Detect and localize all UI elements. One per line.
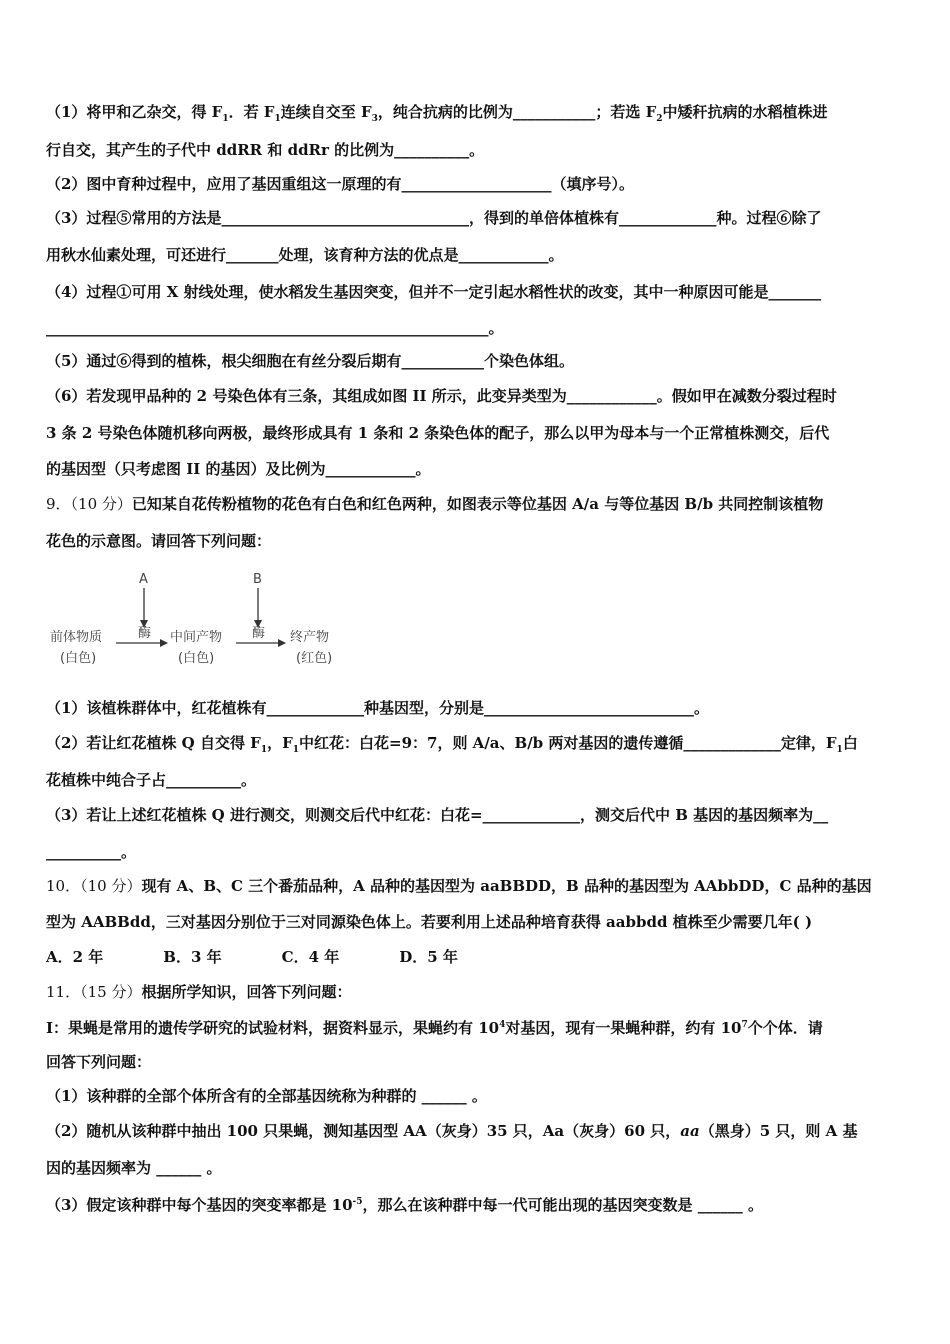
text-line: 的基因型（只考虑图 II 的基因）及比例为____________。 <box>46 460 431 478</box>
text-line: 行自交，其产生的子代中 ddRR 和 ddRr 的比例为__________。 <box>46 141 485 159</box>
text-line: （1）该植株群体中，红花植株有_____________种基因型，分别是____________________________。 <box>46 699 709 717</box>
enzyme-label-1: 酶 <box>138 626 152 641</box>
text-line: 11．（15 分）根据所学知识，回答下列问题： <box>46 983 352 1001</box>
flower-color-pathway-diagram <box>46 568 366 678</box>
text-line: 因的基因频率为 ______ 。 <box>46 1159 222 1177</box>
text-line: （2）图中育种过程中，应用了基因重组这一原理的有____________________（填序号）。 <box>46 175 634 193</box>
arrowhead-right-1 <box>160 639 168 647</box>
intermediate-label: 中间产物 <box>170 630 223 645</box>
text-line: 9．（10 分）已知某自花传粉植物的花色有白色和红色两种，如图表示等位基因 A/a 与等位基因 B/b 共同控制该植物 <box>46 495 824 513</box>
text-line: （1）将甲和乙杂交，得 $F_1$．若 $F_1$连续自交至 $F_3$，纯合抗病的比例为___________；若选 $F_2$中矮秆抗病的水稻植株进 <box>46 103 828 124</box>
text-line: 花植株中纯合子占__________。 <box>46 771 257 789</box>
precursor-label: 前体物质 <box>50 630 103 645</box>
gene-a-label: A <box>139 572 148 587</box>
text-line: （3）若让上述红花植株 Q 进行测交，则测交后代中红花：白花=_____________，测交后代中 B 基因的基因频率为__ <box>46 806 829 824</box>
precursor-color: (白色) <box>60 651 97 666</box>
text-line: 3 条 2 号染色体随机移向两极，最终形成具有 1 条和 2 条染色体的配子，那么以甲为母本与一个正常植株测交，后代 <box>46 424 830 442</box>
text-line: （2）随机从该种群中抽出 100 只果蝇，测知基因型 AA（灰身）35 只，Aa（灰身）60 只，aa（黑身）5 只，则 A 基 <box>46 1122 858 1140</box>
final-product-label: 终产物 <box>290 630 330 645</box>
text-line: （5）通过⑥得到的植株，根尖细胞在有丝分裂后期有___________个染色体组。 <box>46 352 574 370</box>
text-line: （2）若让红花植株 Q 自交得 $F_1$，$F_1$中红花：白花=9：7，则 A/a、B/b 两对基因的遗传遵循_____________定律，$F_1$白 <box>46 734 858 755</box>
text-line: （3）假定该种群中每个基因的突变率都是 $10^{-5}$，那么在该种群中每一代可能出现的基因突变数是 ______ 。 <box>46 1196 763 1214</box>
text-line: （3）过程⑤常用的方法是_________________________________，得到的单倍体植株有_____________种。过程⑥除了 <box>46 209 822 227</box>
text-line: A．2 年 B．3 年 C．4 年 D．5 年 <box>46 948 458 966</box>
text-line: （1）该种群的全部个体所含有的全部基因统称为种群的 ______ 。 <box>46 1087 487 1105</box>
text-line: I：果蝇是常用的遗传学研究的试验材料，据资料显示，果蝇约有 $10^4$对基因，现有一果蝇种群，约有 $10^7$个个体．请 <box>46 1019 823 1037</box>
intermediate-color: (白色) <box>178 651 215 666</box>
text-line: 型为 AABBdd，三对基因分别位于三对同源染色体上。若要利用上述品种培育获得 aabbdd 植株至少需要几年( ) <box>46 913 813 931</box>
text-line: （4）过程①可用 X 射线处理，使水稻发生基因突变，但并不一定引起水稻性状的改变，其中一种原因可能是_______ <box>46 283 822 301</box>
text-line: （6）若发现甲品种的 2 号染色体有三条，其组成如图 II 所示，此变异类型为____________。假如甲在减数分裂过程时 <box>46 387 837 405</box>
text-line: __________。 <box>46 843 137 861</box>
gene-b-label: B <box>253 572 262 587</box>
arrowhead-right-2 <box>278 639 286 647</box>
text-line: 10．（10 分）现有 A、B、C 三个番茄品种，A 品种的基因型为 aaBBDD，B 品种的基因型为 AAbbDD，C 品种的基因 <box>46 877 872 895</box>
text-line: 回答下列问题： <box>46 1053 152 1071</box>
text-line: ___________________________________________________________。 <box>46 319 504 337</box>
enzyme-label-2: 酶 <box>252 626 266 641</box>
text-line: 用秋水仙素处理，可还进行_______处理，该育种方法的优点是____________。 <box>46 246 564 264</box>
final-product-color: (红色) <box>296 651 333 666</box>
text-line: 花色的示意图。请回答下列问题： <box>46 532 272 550</box>
